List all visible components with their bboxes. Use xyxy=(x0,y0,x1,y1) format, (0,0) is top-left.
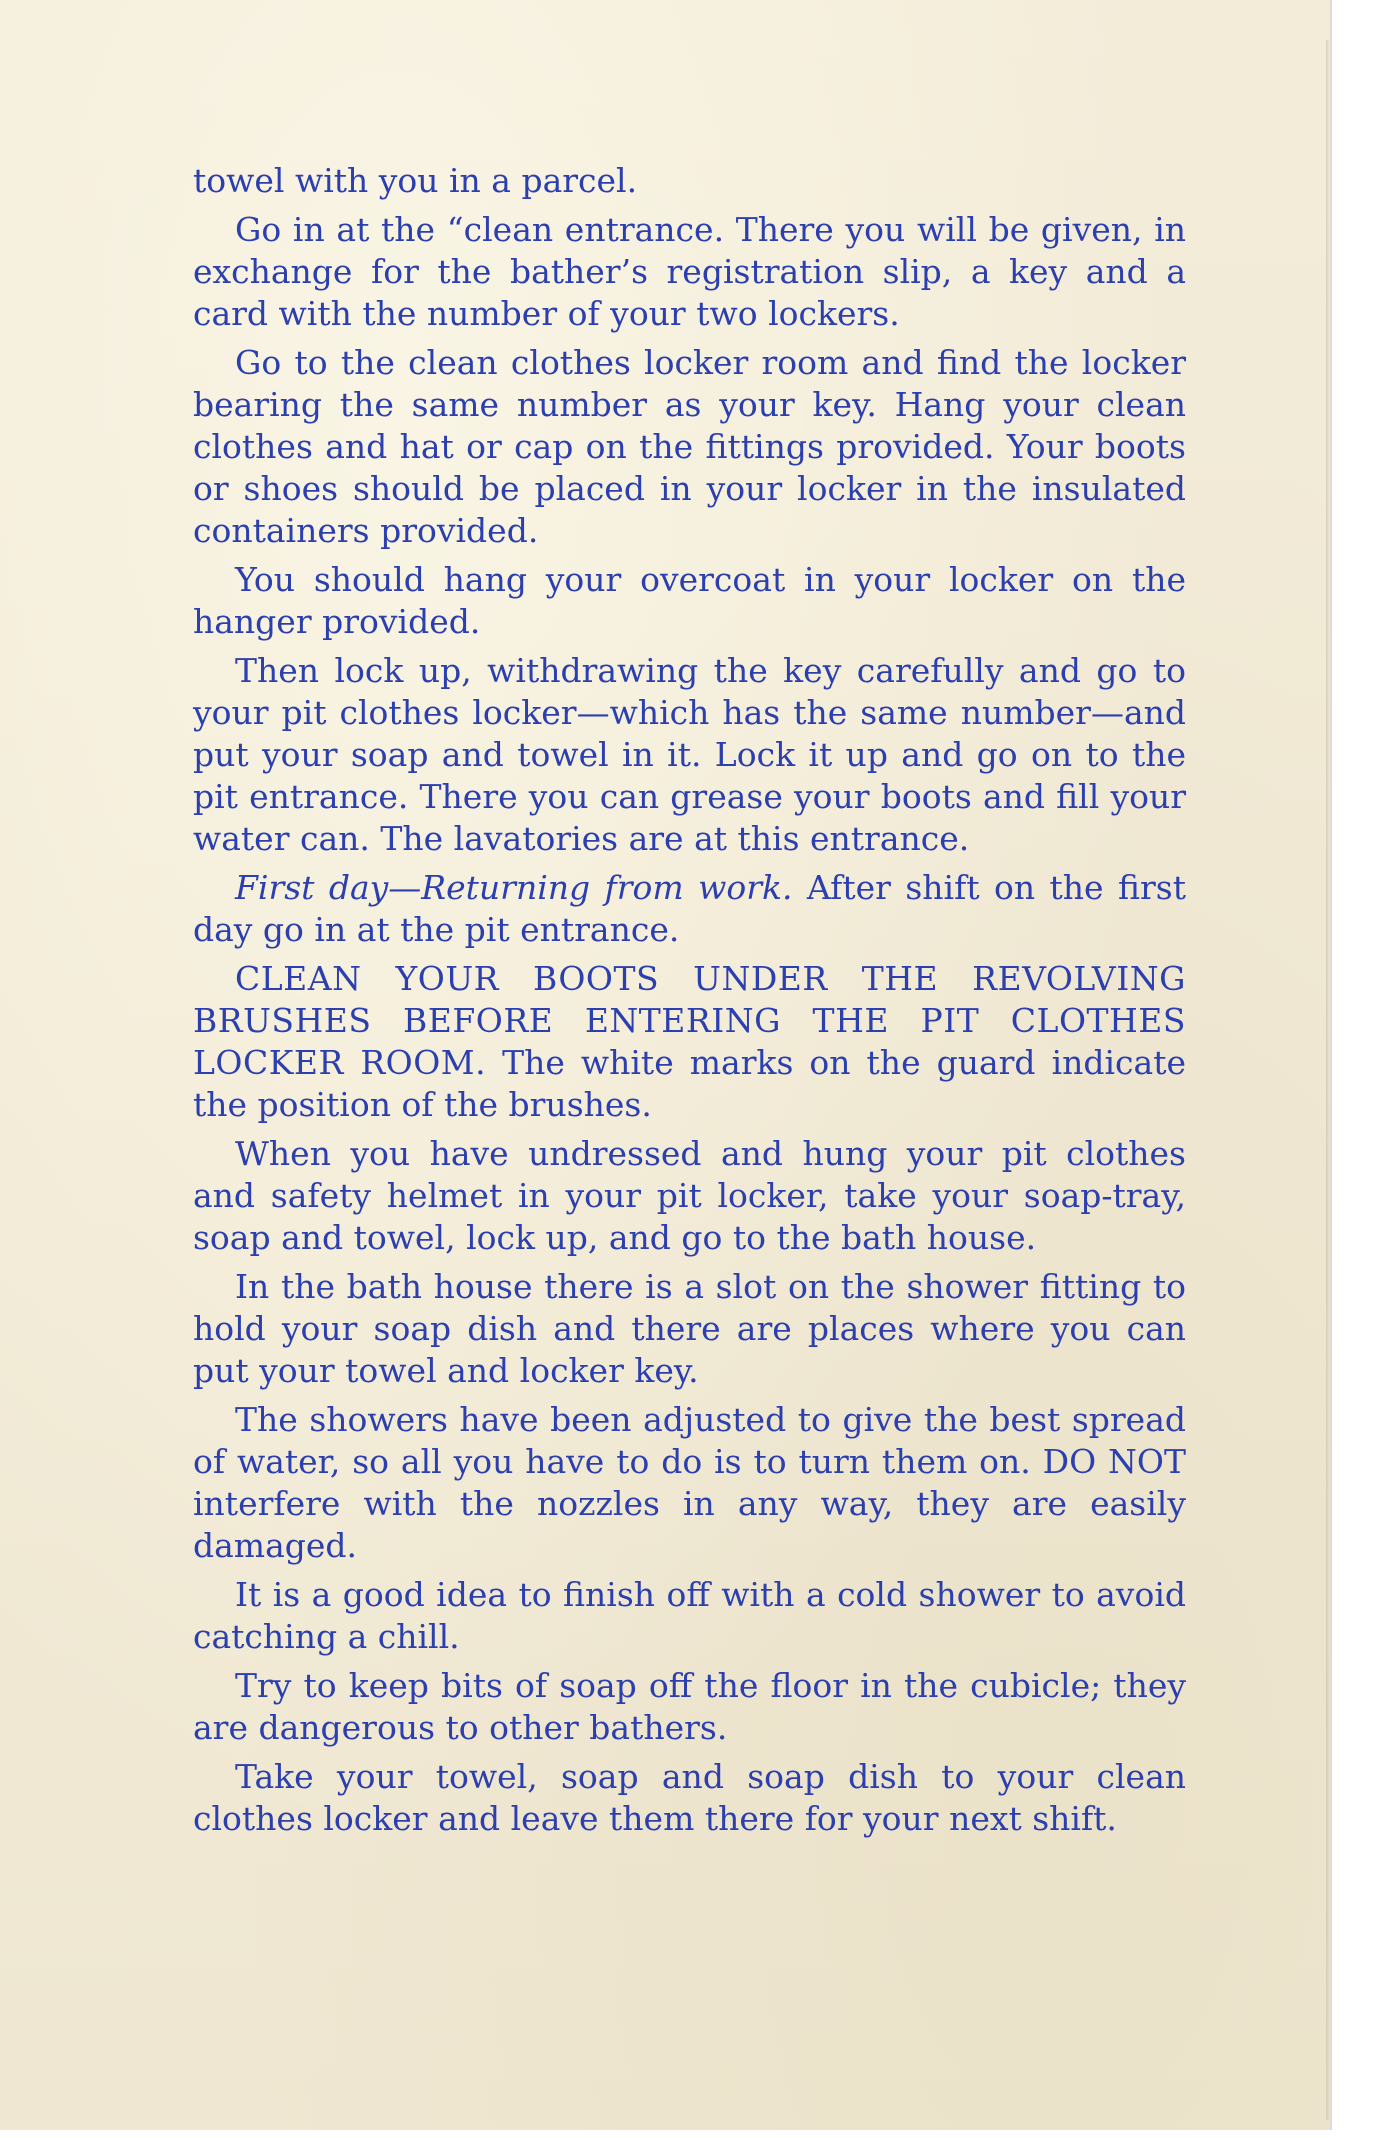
italic-heading: First day—Returning from work. xyxy=(235,868,793,907)
paragraph-undressed xyxy=(193,1133,1186,1259)
paragraph-text: towel with you in a parcel. xyxy=(193,161,638,200)
paragraph-text: In the bath house there is a slot on the shower fitting to hold your soap dish and there are places where you can put your towel and locker key. xyxy=(193,1267,1186,1390)
body-text xyxy=(193,160,1186,1847)
paragraph-cold-shower xyxy=(193,1574,1186,1658)
paragraph-clean-entrance xyxy=(193,209,1186,335)
page-edge-shadow xyxy=(1326,40,1330,2120)
paragraph-showers xyxy=(193,1399,1186,1567)
paragraph-text: Take your towel, soap and soap dish to your clean clothes locker and leave them there for your next shift. xyxy=(193,1757,1186,1838)
paragraph-text: Then lock up, withdrawing the key carefully and go to your pit clothes locker—which has the same number—and put your soap and towel in it. Lock it up and go on to the pit entrance. There you can grease your boots and fill your water can. The lavatories are at this entrance. xyxy=(193,651,1186,858)
paragraph-towel-return xyxy=(193,1756,1186,1840)
paragraph-text: Go to the clean clothes locker room and find the locker bearing the same number as your key. Hang your clean clothes and hat or cap on the fittings provided. Your boots or shoes should be placed in your locker in the insulated containers provided. xyxy=(193,343,1186,550)
paragraph-pit-locker xyxy=(193,650,1186,860)
paragraph-text: The showers have been adjusted to give the best spread of water, so all you have to do is to turn them on. DO NOT interfere with the nozzles in any way, they are easily damaged. xyxy=(193,1400,1186,1565)
paragraph-clean-locker-room xyxy=(193,342,1186,552)
paragraph-text: The white marks on the guard indicate the position of the brushes. xyxy=(193,1043,1187,1124)
paragraph-overcoat xyxy=(193,559,1186,643)
paragraph-text: Go in at the “clean entrance. There you will be given, in exchange for the bather’s registration slip, a key and a card with the number of your two lockers. xyxy=(193,210,1186,333)
paragraph-text: It is a good idea to finish off with a cold shower to avoid catching a chill. xyxy=(193,1575,1186,1656)
paragraph-text: When you have undressed and hung your pit clothes and safety helmet in your pit locker, take your soap-tray, soap and towel, lock up, and go to the bath house. xyxy=(193,1134,1186,1257)
paragraph-clean-boots xyxy=(193,958,1186,1126)
paragraph-soap-floor xyxy=(193,1665,1186,1749)
paragraph-continuation xyxy=(193,160,1186,202)
paragraph-bath-house xyxy=(193,1266,1186,1392)
caps-instruction: CLEAN YOUR BOOTS UNDER THE REVOLVING BRUSHES BEFORE ENTERING THE PIT CLOTHES LOCKER ROOM. xyxy=(193,959,1186,1082)
paragraph-text: Try to keep bits of soap off the floor in the cubicle; they are dangerous to other bathers. xyxy=(193,1666,1186,1747)
paragraph-first-day xyxy=(193,867,1186,951)
paragraph-text: You should hang your overcoat in your locker on the hanger provided. xyxy=(193,560,1186,641)
paragraph-text: After shift on the first day go in at the pit entrance. xyxy=(193,868,1186,949)
